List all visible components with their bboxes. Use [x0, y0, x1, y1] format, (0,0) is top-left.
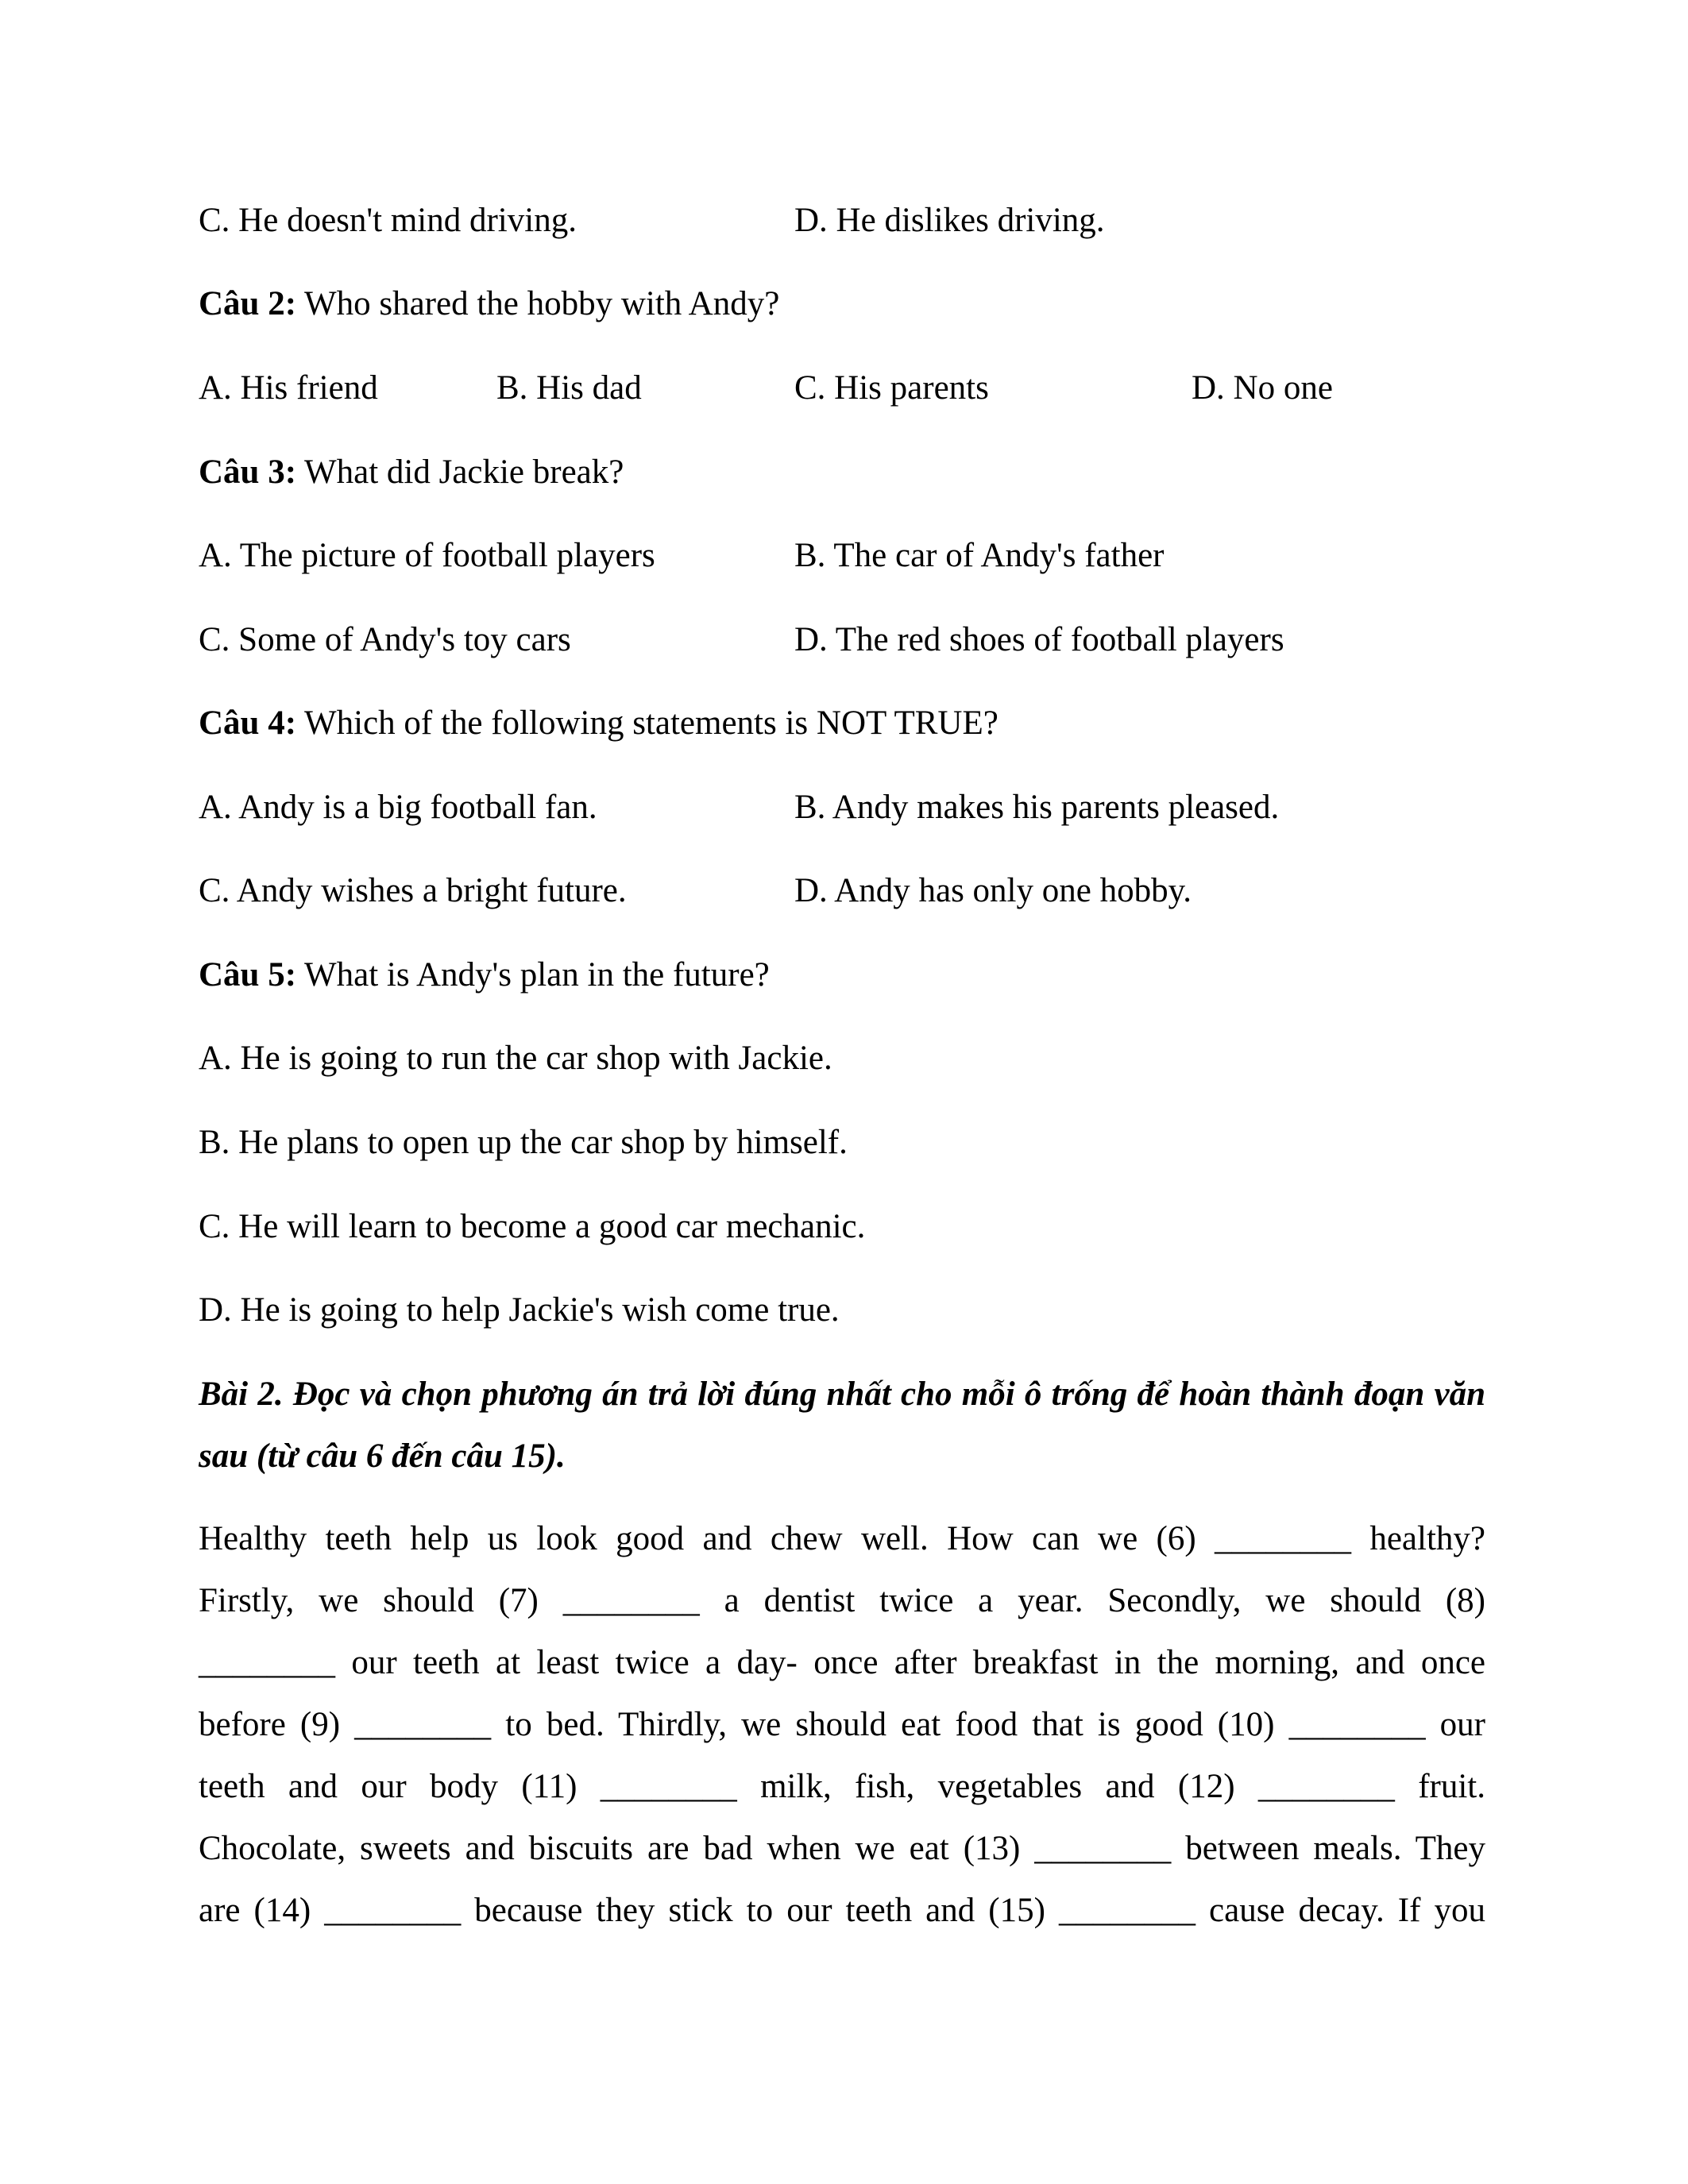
q5-option-c-row	[0, 1199, 1688, 1255]
q1-option-c: C. He doesn't mind driving.	[199, 202, 577, 239]
q5-option-b-row	[0, 1115, 1688, 1171]
q4-option-c: C. Andy wishes a bright future.	[199, 872, 627, 909]
q4-question	[0, 696, 1688, 751]
q1-options-row	[0, 193, 1688, 249]
q3-option-c: C. Some of Andy's toy cars	[199, 621, 571, 658]
passage-line-2: Firstly, we should (7) ________ a dentist twice a year. Secondly, we should (8)	[199, 1582, 1485, 1619]
q2-text: Who shared the hobby with Andy?	[296, 285, 780, 322]
q5-option-a-row	[0, 1031, 1688, 1086]
q3-options-row-2	[0, 612, 1688, 668]
q5-option-c: C. He will learn to become a good car mechanic.	[199, 1208, 866, 1245]
q3-option-a: A. The picture of football players	[199, 537, 655, 574]
passage-line-4: before (9) ________ to bed. Thirdly, we should eat food that is good (10) ________ our	[199, 1706, 1485, 1743]
q5-question	[0, 947, 1688, 1003]
q4-option-a: A. Andy is a big football fan.	[199, 789, 597, 826]
q2-option-a: A. His friend	[199, 369, 378, 407]
q4-option-d: D. Andy has only one hobby.	[794, 872, 1192, 909]
q2-question	[0, 276, 1688, 332]
q3-question	[0, 445, 1688, 500]
passage-line-1: Healthy teeth help us look good and chew well. How can we (6) ________ healthy?	[199, 1520, 1485, 1557]
passage-line-7: are (14) ________ because they stick to our teeth and (15) ________ cause decay. If you	[199, 1892, 1485, 1929]
q4-options-row-1	[0, 780, 1688, 835]
q5-text: What is Andy's plan in the future?	[296, 956, 770, 994]
passage-line-3: ________ our teeth at least twice a day- once after breakfast in the morning, and once	[199, 1644, 1485, 1681]
q2-option-b: B. His dad	[496, 369, 642, 407]
passage-line-6: Chocolate, sweets and biscuits are bad when we eat (13) ________ between meals. They	[199, 1830, 1485, 1867]
q4-text: Which of the following statements is NOT TRUE?	[296, 704, 999, 742]
q3-options-row-1	[0, 528, 1688, 584]
q2-options-row	[0, 361, 1688, 416]
q3-option-b: B. The car of Andy's father	[794, 537, 1165, 574]
q2-label: Câu 2:	[199, 285, 297, 322]
q4-options-row-2	[0, 863, 1688, 919]
q5-option-a: A. He is going to run the car shop with Jackie.	[199, 1040, 832, 1077]
q5-option-b: B. He plans to open up the car shop by himself.	[199, 1124, 848, 1161]
q3-label: Câu 3:	[199, 453, 297, 491]
passage-line-5: teeth and our body (11) ________ milk, fish, vegetables and (12) ________ fruit.	[199, 1768, 1485, 1805]
q2-option-c: C. His parents	[794, 369, 989, 407]
q4-option-b: B. Andy makes his parents pleased.	[794, 789, 1280, 826]
q4-label: Câu 4:	[199, 704, 297, 742]
q5-option-d-row	[0, 1283, 1688, 1338]
q1-option-d: D. He dislikes driving.	[794, 202, 1105, 239]
q3-text: What did Jackie break?	[296, 453, 624, 491]
q5-option-d: D. He is going to help Jackie's wish come true.	[199, 1291, 840, 1329]
q3-option-d: D. The red shoes of football players	[794, 621, 1284, 658]
section-2-title: Bài 2. Đọc và chọn phương án trả lời đúng nhất cho mỗi ô trống để hoàn thành đoạn văn sau (từ câu 6 đến câu 15).	[199, 1376, 1485, 1475]
q5-label: Câu 5:	[199, 956, 297, 994]
q2-option-d: D. No one	[1192, 369, 1333, 407]
